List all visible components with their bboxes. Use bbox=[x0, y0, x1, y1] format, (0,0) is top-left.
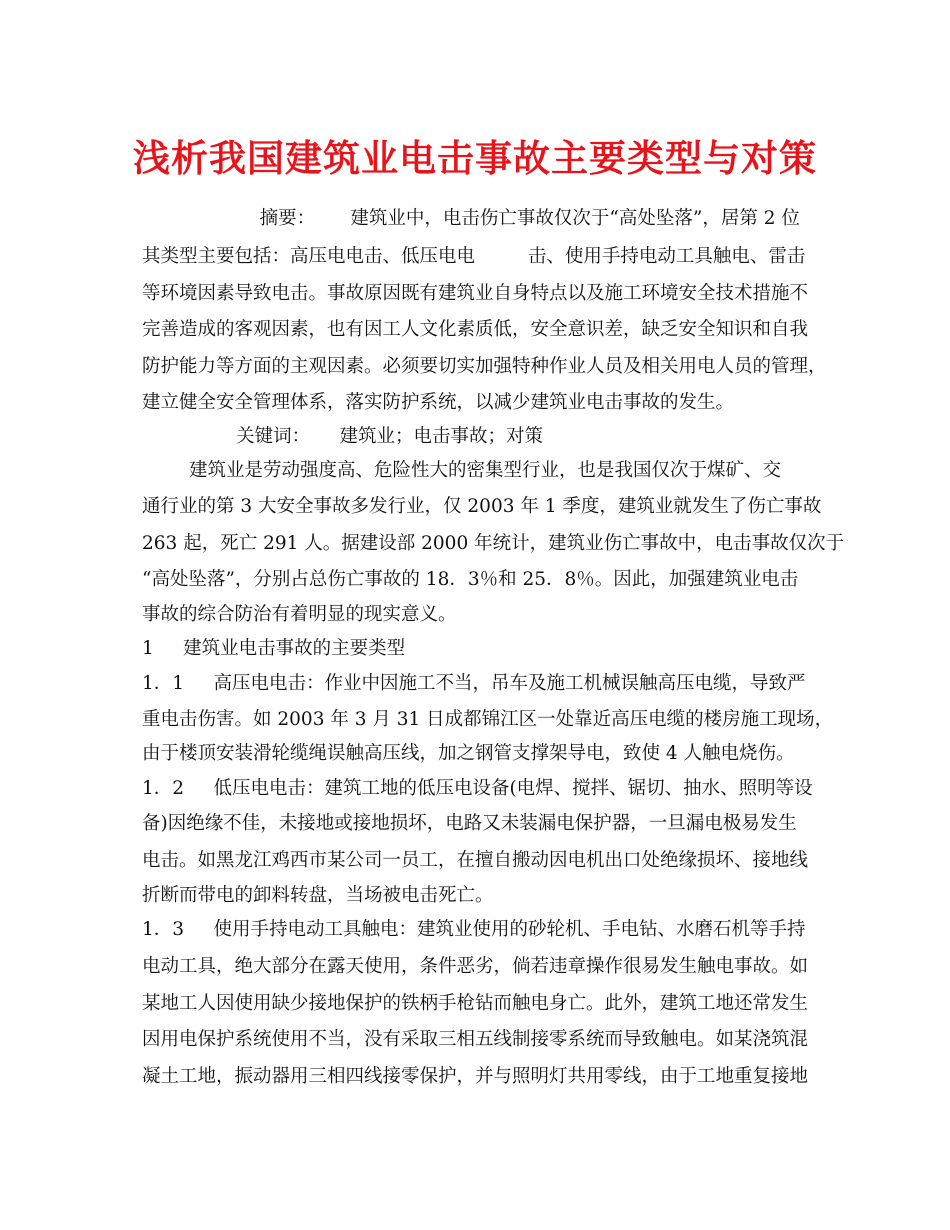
text-line: 1．3 使用手持电动工具触电：建筑业使用的砂轮机、手电钻、水磨石机等手持 bbox=[142, 919, 806, 940]
text-line: 建筑业是劳动强度高、危险性大的密集型行业，也是我国仅次于煤矿、交 bbox=[142, 460, 782, 481]
text-line: 电击。如黑龙江鸡西市某公司一员工，在擅自搬动因电机出口处绝缘损坏、接地线 bbox=[142, 850, 809, 871]
text-line: “高处坠落”，分别占总伤亡事故的 18．3％和 25．8％。因此，加强建筑业电击 bbox=[142, 569, 799, 590]
text-line: 263 起，死亡 291 人。据建设部 2000 年统计，建筑业伤亡事故中，电击事故仅次于 bbox=[142, 533, 845, 554]
text-line: 由于楼顶安装滑轮缆绳误触高压线，加之钢管支撑架导电，致使 4 人触电烧伤。 bbox=[142, 743, 795, 764]
text-line: 关键词： 建筑业；电击事故；对策 bbox=[142, 426, 543, 447]
text-line: 电动工具，绝大部分在露天使用，条件恶劣，倘若违章操作很易发生触电事故。如 bbox=[142, 956, 809, 977]
document-title: 浅析我国建筑业电击事故主要类型与对策 bbox=[133, 136, 817, 180]
text-line: 通行业的第 3 大安全事故多发行业，仅 2003 年 1 季度，建筑业就发生了伤亡事故 bbox=[142, 496, 822, 517]
text-line: 建立健全安全管理体系，落实防护系统，以减少建筑业电击事故的发生。 bbox=[142, 392, 735, 413]
text-line: 某地工人因使用缺少接地保护的铁柄手枪钻而触电身亡。此外，建筑工地还常发生 bbox=[142, 993, 809, 1014]
text-line: 其类型主要包括：高压电电击、低压电电 击、使用手持电动工具触电、雷击 bbox=[142, 246, 806, 267]
text-line: 等环境因素导致电击。事故原因既有建筑业自身特点以及施工环境安全技术措施不 bbox=[142, 283, 809, 304]
text-line: 摘要： 建筑业中，电击伤亡事故仅次于“高处坠落”，居第 2 位 bbox=[142, 208, 800, 229]
text-line: 因用电保护系统使用不当，没有采取三相五线制接零系统而导致触电。如某浇筑混 bbox=[142, 1029, 809, 1050]
text-line: 备)因绝缘不佳，未接地或接地损坏，电路又未装漏电保护器，一旦漏电极易发生 bbox=[142, 813, 797, 834]
section-heading: 1 建筑业电击事故的主要类型 bbox=[142, 638, 406, 659]
text-line: 1．2 低压电电击：建筑工地的低压电设备(电焊、搅拌、锯切、抽水、照明等设 bbox=[142, 778, 813, 799]
text-line: 事故的综合防治有着明显的现实意义。 bbox=[142, 604, 457, 625]
text-line: 1．1 高压电电击：作业中因施工不当，吊车及施工机械误触高压电缆，导致严 bbox=[142, 673, 806, 694]
text-line: 防护能力等方面的主观因素。必须要切实加强特种作业人员及相关用电人员的管理， bbox=[142, 356, 827, 377]
text-line: 完善造成的客观因素，也有因工人文化素质低，安全意识差，缺乏安全知识和自我 bbox=[142, 319, 809, 340]
text-line: 折断而带电的卸料转盘，当场被电击死亡。 bbox=[142, 885, 494, 906]
text-line: 重电击伤害。如 2003 年 3 月 31 日成都锦江区一处靠近高压电缆的楼房施工现场， bbox=[142, 709, 834, 730]
text-line: 凝土工地，振动器用三相四线接零保护，并与照明灯共用零线，由于工地重复接地 bbox=[142, 1066, 809, 1087]
